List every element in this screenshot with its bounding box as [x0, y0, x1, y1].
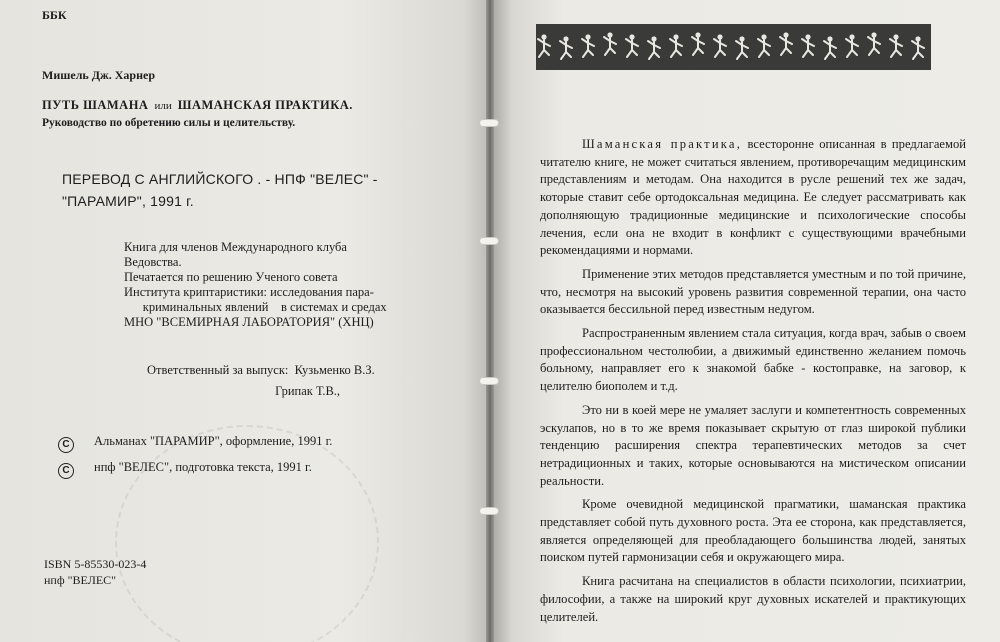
faded-stamp	[115, 425, 379, 642]
ornament-figures	[536, 24, 931, 70]
paragraph-1-rest: всесторонне описанная в предлагаемой читателю книге, не может считаться явлением, противоречащим медицинским представлениям и методам. Она находится в русле решений тех же задач, которые ставит себе ортодоксальная медицина. Ее следует рассматривать как дополняющую традиционные медицинские и психологические способы лечения, если она не входит в конфликт с существующими врачебными рекомендациями и нормами.	[540, 137, 967, 258]
binding-stitch	[480, 120, 498, 126]
responsible-editors: Ответственный за выпуск: Кузьменко В.З. Грипак Т.В.,	[147, 363, 375, 398]
copyright-line-1	[58, 434, 332, 453]
binding-stitch	[480, 508, 498, 514]
binding-stitch	[480, 378, 498, 384]
copyright-icon: C	[58, 463, 74, 479]
dancing-figures-ornament-icon	[536, 24, 931, 70]
publication-note: Книга для членов Международного клуба Ведовства. Печатается по решению Ученого совета Института криптаристики: исследования пара- криминальных явлений в системах и средах МНО "ВСЕМИРНАЯ ЛАБОРАТОРИЯ" (ХНЦ)	[124, 240, 387, 329]
preface-text	[540, 136, 966, 626]
title-conjunction: или	[154, 100, 172, 112]
left-page	[0, 0, 488, 642]
paragraph-3: Распространенным явлением стала ситуация, когда врач, забыв о своем профессиональном честолюбии, а движимый единственно желанием помочь больному, направляет его к знакомой бабке - костоправке, на заговор, к целителю биополем и т.д.	[540, 326, 966, 394]
paragraph-5: Кроме очевидной медицинской прагматики, шаманская практика представляет собой путь духовного роста. Эта ее сторона, как представляется, является определяющей для преобладающего большинства людей, занятых поиском путей гармонизации себя и окружающего мира.	[540, 497, 966, 565]
author-name: Мишель Дж. Харнер	[42, 68, 155, 82]
book-spine	[486, 0, 494, 642]
copyright-line-2	[58, 460, 312, 479]
bbk-label: ББК	[42, 8, 67, 22]
isbn-block: ISBN 5-85530-023-4 нпф "ВЕЛЕС"	[44, 557, 147, 587]
copyright-text-1: Альманах "ПАРАМИР", оформление, 1991 г.	[94, 434, 333, 448]
paragraph-1	[540, 136, 966, 260]
translation-info	[62, 168, 378, 212]
title-alt: ШАМАНСКАЯ ПРАКТИКА.	[177, 98, 353, 112]
right-page	[492, 0, 1000, 642]
copyright-text-2: нпф "ВЕЛЕС", подготовка текста, 1991 г.	[94, 460, 312, 474]
copyright-icon: C	[58, 437, 74, 453]
paragraph-6: Книга расчитана на специалистов в области психологии, психиатрии, философии, а также на широкий круг духовных искателей и практикующих целителей.	[540, 574, 966, 624]
book-subtitle: Руководство по обретению силы и целительству.	[42, 117, 296, 129]
translation-line-1: ПЕРЕВОД С АНГЛИЙСКОГО . - НПФ "ВЕЛЕС" -	[62, 171, 378, 187]
translation-line-2: "ПАРАМИР", 1991 г.	[62, 193, 194, 209]
paragraph-2: Применение этих методов представляется уместным и по той причине, что, несмотря на высокий уровень развития современной терапии, она часто оказывается бессильной перед известным недугом.	[540, 266, 966, 317]
paragraph-1-lead: Шаманская практика,	[582, 137, 743, 151]
paragraph-4: Это ни в коей мере не умаляет заслуги и компетентность современных эскулапов, но в то же время показывает скрытую от глаз широкой публики тенденцию расширения спектра терапевтических методов за счет нетрадиционных и таких, которые основываются на мистическом описании реальности.	[540, 402, 966, 488]
binding-stitch	[480, 238, 498, 244]
book-title	[42, 98, 353, 113]
title-main: ПУТЬ ШАМАНА	[42, 98, 149, 112]
